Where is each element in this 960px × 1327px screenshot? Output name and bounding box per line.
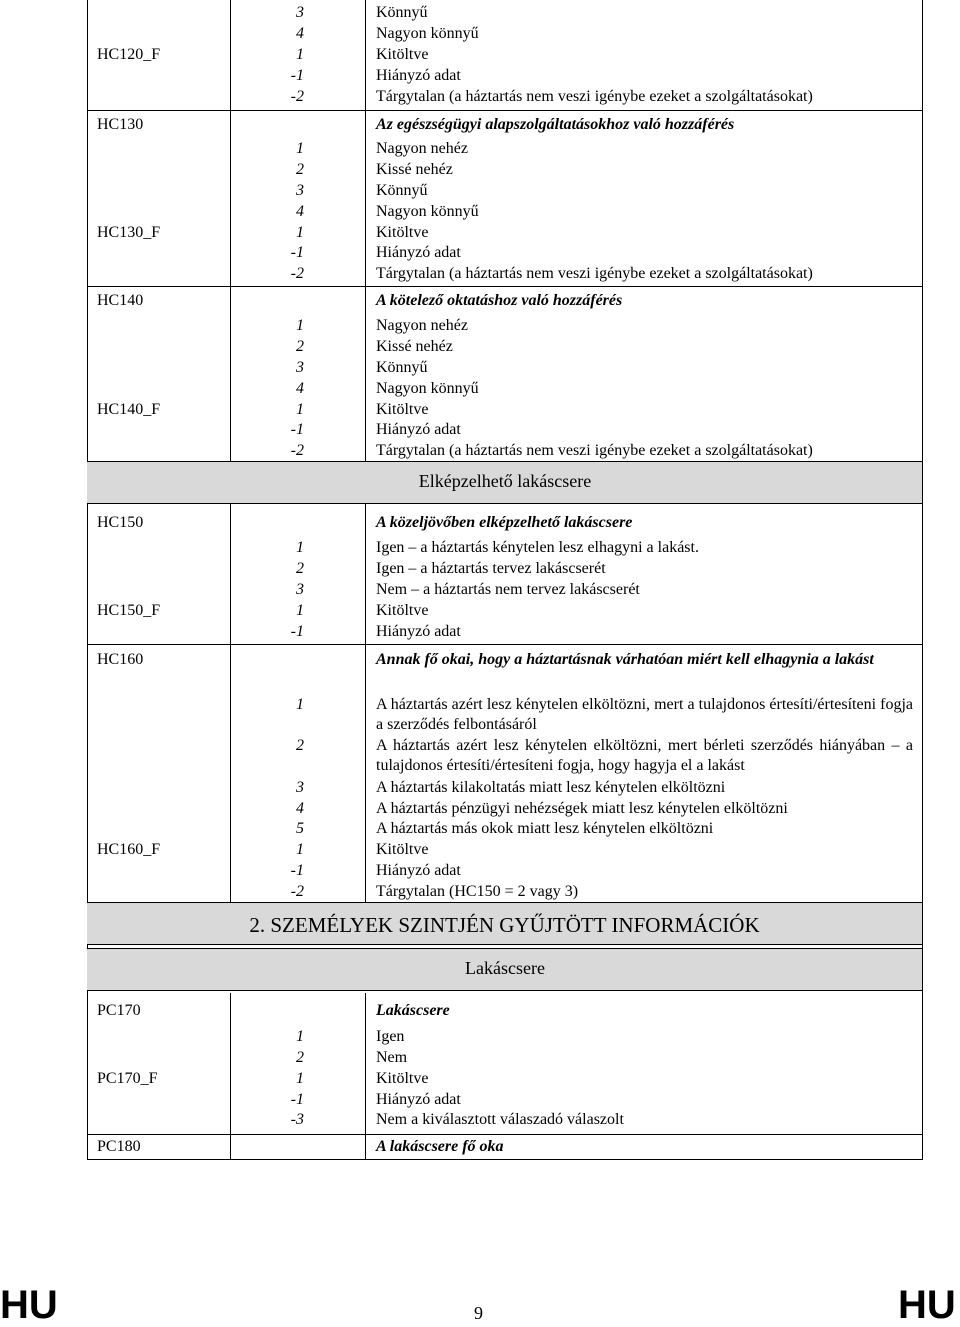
option-label: Hiányzó adat [376,862,461,879]
table-col-divider-2 [365,0,366,463]
subsection-title: Elképzelhető lakáscsere [418,471,592,491]
option-label: Nem [376,1049,408,1066]
option-value: 2 [296,737,304,754]
option-label: A háztartás azért lesz kénytelen elköltözni, mert bérleti szerződés hiányában – a tulajdonos értesíti/értesíteni fogja, hogy hagyja el a lakást [376,737,913,774]
variable-code: HC160_F [97,841,161,858]
option-label: Könnyű [376,4,428,21]
option-label: Kissé nehéz [376,161,453,178]
subsection-title: Lakáscsere [465,958,545,978]
option-value: 1 [296,602,304,619]
option-value: 2 [296,1049,304,1066]
option-value: 1 [296,539,304,556]
table-col-divider-2b [365,504,366,902]
option-label: A háztartás kilakoltatás miatt lesz kénytelen elköltözni [376,779,726,796]
variable-code: HC160 [97,651,144,668]
footer-left-label: HU [0,1283,58,1327]
option-label: Kitöltve [376,224,429,241]
variable-code: HC140 [97,292,144,309]
option-value: 2 [296,338,304,355]
option-value: 1 [296,46,304,63]
option-label: Tárgytalan (a háztartás nem veszi igénybe ezeket a szolgáltatásokat) [376,442,813,459]
option-label: Könnyű [376,182,428,199]
table-col-divider-1b [230,504,231,902]
question-label: Az egészségügyi alapszolgáltatásokhoz való hozzáférés [376,116,735,133]
question-label: A kötelező oktatáshoz való hozzáférés [376,292,623,309]
variable-code: HC120_F [97,46,161,63]
option-value: -1 [290,421,304,438]
page-number: 9 [474,1303,483,1323]
option-value: -1 [290,862,304,879]
row-divider [87,110,923,111]
option-value: -1 [290,1091,304,1108]
footer-right-label: HU [898,1283,956,1327]
option-label: A háztartás más okok miatt lesz kénytelen elköltözni [376,820,714,837]
option-value: -2 [290,265,304,282]
option-value: 1 [296,696,304,713]
option-label: Nagyon nehéz [376,317,468,334]
option-value: -3 [290,1111,304,1128]
variable-code: HC140_F [97,401,161,418]
option-label: Igen – a háztartás kénytelen lesz elhagyni a lakást. [376,539,699,556]
option-label: Nem a kiválasztott válaszadó válaszolt [376,1111,624,1128]
table-right-border [922,0,923,1160]
option-label: Tárgytalan (a háztartás nem veszi igénybe ezeket a szolgáltatásokat) [376,265,813,282]
option-value: 3 [296,581,304,598]
option-label: Kitöltve [376,46,429,63]
variable-code: HC130_F [97,224,161,241]
question-label: A közeljövőben elképzelhető lakáscsere [376,514,633,531]
option-label: Tárgytalan (HC150 = 2 vagy 3) [376,883,579,900]
option-value: 3 [296,182,304,199]
variable-code: HC150_F [97,602,161,619]
table-bottom-border [87,1159,923,1160]
option-value: 1 [296,317,304,334]
table-col-divider-1 [230,0,231,463]
option-label: Nem – a háztartás nem tervez lakáscserét [376,581,640,598]
option-label: Kitöltve [376,602,429,619]
option-label: Nagyon könnyű [376,203,479,220]
variable-code: HC130 [97,116,144,133]
option-label: Hiányzó adat [376,244,461,261]
option-value: 1 [296,401,304,418]
row-divider [87,644,923,645]
question-label: Lakáscsere [376,1002,450,1019]
option-value: -2 [290,88,304,105]
section-title: 2. SZEMÉLYEK SZINTJÉN GYŰJTÖTT INFORMÁCIÓK [249,913,760,937]
option-label: Hiányzó adat [376,1091,461,1108]
option-value: -1 [290,67,304,84]
option-label: Igen – a háztartás tervez lakáscserét [376,560,606,577]
question-label: A lakáscsere fő oka [376,1138,504,1155]
option-value: 1 [296,1070,304,1087]
option-value: 1 [296,841,304,858]
option-value: 4 [296,800,304,817]
option-label: Tárgytalan (a háztartás nem veszi igénybe ezeket a szolgáltatásokat) [376,88,813,105]
option-label: Hiányzó adat [376,421,461,438]
option-label: Igen [376,1028,405,1045]
variable-code: PC180 [97,1138,141,1155]
option-value: 3 [296,779,304,796]
row-divider [87,286,923,287]
option-value: 2 [296,161,304,178]
option-label: Kitöltve [376,841,429,858]
option-value: -2 [290,883,304,900]
option-label: Hiányzó adat [376,67,461,84]
option-label: Nagyon nehéz [376,140,468,157]
option-value: 4 [296,380,304,397]
option-value: 4 [296,203,304,220]
option-value: 3 [296,4,304,21]
option-label: A háztartás pénzügyi nehézségek miatt lesz kénytelen elköltözni [376,800,788,817]
option-label: Kitöltve [376,1070,429,1087]
option-value: 1 [296,224,304,241]
question-label: Annak fő okai, hogy a háztartásnak várhatóan miért kell elhagynia a lakást [376,651,874,668]
option-label: Nagyon könnyű [376,380,479,397]
option-label: A háztartás azért lesz kénytelen elköltözni, mert a tulajdonos értesíti/értesíteni fogja a szerződés felbontásáról [376,696,913,733]
variable-code: PC170_F [97,1070,158,1087]
option-label: Kissé nehéz [376,338,453,355]
option-label: Kitöltve [376,401,429,418]
row-divider [87,1134,923,1135]
option-label: Könnyű [376,359,428,376]
option-value: -1 [290,244,304,261]
option-value: 1 [296,1028,304,1045]
option-value: 2 [296,560,304,577]
option-value: 5 [296,820,304,837]
option-value: -1 [290,623,304,640]
option-value: 4 [296,25,304,42]
option-value: 1 [296,140,304,157]
option-value: 3 [296,359,304,376]
option-value: -2 [290,442,304,459]
option-label: Hiányzó adat [376,623,461,640]
option-label: Nagyon könnyű [376,25,479,42]
variable-code: PC170 [97,1002,141,1019]
variable-code: HC150 [97,514,144,531]
